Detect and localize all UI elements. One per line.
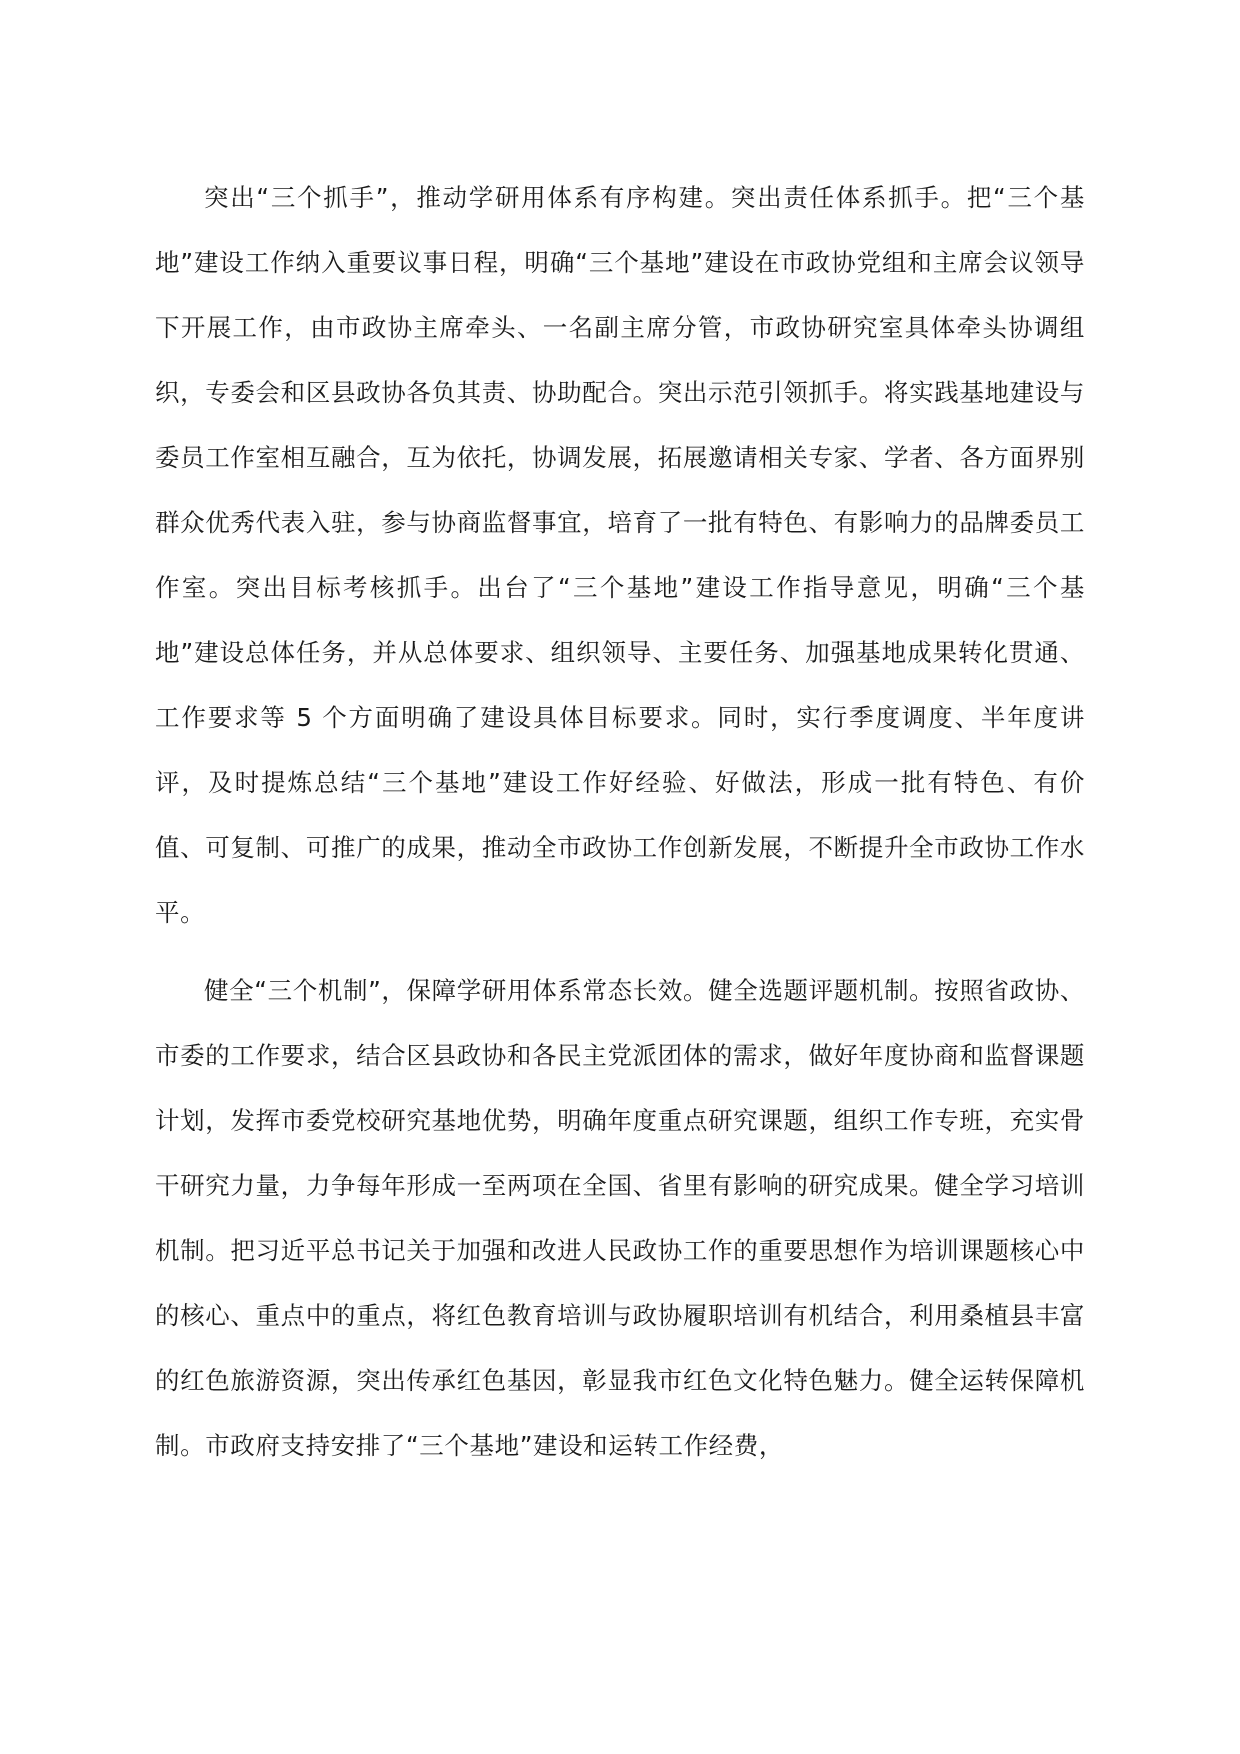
paragraph-three-levers: 突出“三个抓手”，推动学研用体系有序构建。突出责任体系抓手。把“三个基地”建设工作纳入重要议事日程，明确“三个基地”建设在市政协党组和主席会议领导下开展工作，由市政协主席牵头、一名副主席分管，市政协研究室具体牵头协调组织，专委会和区县政协各负其责、协助配合。突出示范引领抓手。将实践基地建设与委员工作室相互融合，互为依托，协调发展，拓展邀请相关专家、学者、各方面界别群众优秀代表入驻，参与协商监督事宜，培育了一批有特色、有影响力的品牌委员工作室。突出目标考核抓手。出台了“三个基地”建设工作指导意见，明确“三个基地”建设总体任务，并从总体要求、组织领导、主要任务、加强基地成果转化贯通、工作要求等 5 个方面明确了建设具体目标要求。同时，实行季度调度、半年度讲评，及时提炼总结“三个基地”建设工作好经验、好做法，形成一批有特色、有价值、可复制、可推广的成果，推动全市政协工作创新发展，不断提升全市政协工作水平。 [155, 183, 1085, 927]
document-body [155, 165, 1085, 1478]
paragraph-three-mechanisms: 健全“三个机制”，保障学研用体系常态长效。健全选题评题机制。按照省政协、市委的工作要求，结合区县政协和各民主党派团体的需求，做好年度协商和监督课题计划，发挥市委党校研究基地优势，明确年度重点研究课题，组织工作专班，充实骨干研究力量，力争每年形成一至两项在全国、省里有影响的研究成果。健全学习培训机制。把习近平总书记关于加强和改进人民政协工作的重要思想作为培训课题核心中的核心、重点中的重点，将红色教育培训与政协履职培训有机结合，利用桑植县丰富的红色旅游资源，突出传承红色基因，彰显我市红色文化特色魅力。健全运转保障机制。市政府支持安排了“三个基地”建设和运转工作经费， [155, 976, 1085, 1460]
